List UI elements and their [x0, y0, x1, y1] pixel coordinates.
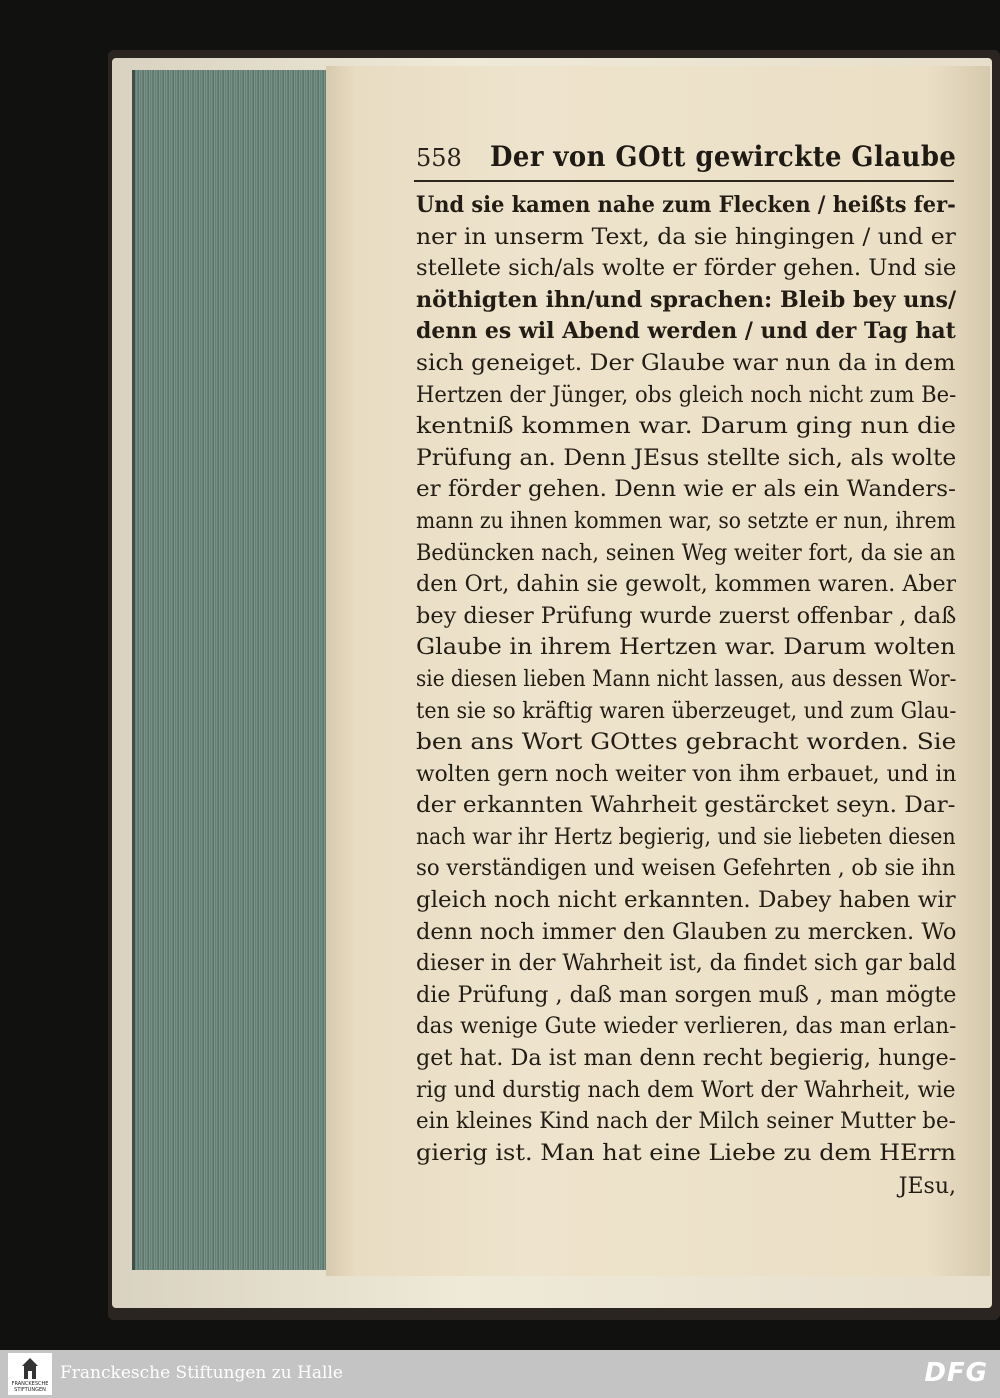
text-line: nöthigten ihn/und sprachen: Bleib bey uns/	[416, 286, 956, 313]
text-line: get hat. Da ist man denn recht begierig, hunge-	[416, 1046, 956, 1072]
text-block	[416, 190, 956, 1169]
text-line: ner in unserm Text, da sie hingingen / und er	[416, 224, 956, 250]
text-line: ben ans Wort GOttes gebracht worden. Sie	[416, 730, 956, 756]
text-line: die Prüfung , daß man sorgen muß , man mögte	[416, 982, 956, 1008]
page-number: 558	[416, 144, 462, 172]
text-line: denn noch immer den Glauben zu mercken. Wo	[416, 919, 956, 945]
text-line: ten sie so kräftig waren überzeuget, und zum Glau-	[416, 698, 956, 724]
text-line: Bedüncken nach, seinen Weg weiter fort, da sie an	[416, 540, 956, 566]
text-line: sich geneiget. Der Glaube war nun da in dem	[416, 350, 956, 376]
catchword: JEsu,	[898, 1174, 956, 1199]
dfg-logo[interactable]: DFG	[924, 1358, 988, 1388]
text-line: wolten gern noch weiter von ihm erbauet, und in	[416, 761, 956, 787]
text-line: kentniß kommen war. Darum ging nun die	[416, 414, 956, 440]
header-rule	[414, 180, 954, 182]
text-line: den Ort, dahin sie gewolt, kommen waren. Aber	[416, 572, 956, 598]
text-line: gleich noch nicht erkannten. Dabey haben wir	[416, 888, 956, 914]
text-line: so verständigen und weisen Gefehrten , ob sie ihn	[416, 856, 956, 882]
text-line: gierig ist. Man hat eine Liebe zu dem HErrn	[416, 1140, 956, 1166]
page-header	[416, 140, 956, 180]
building-icon	[22, 1357, 38, 1379]
footer-bar	[0, 1350, 1000, 1398]
book-page	[326, 66, 990, 1276]
text-line: Glaube in ihrem Hertzen war. Darum wolten	[416, 635, 956, 661]
institution-name: Franckesche Stiftungen zu Halle	[60, 1363, 343, 1383]
text-line: Prüfung an. Denn JEsus stellte sich, als wolte	[416, 445, 956, 471]
institution-logo[interactable]	[8, 1353, 52, 1395]
text-line: Hertzen der Jünger, obs gleich noch nicht zum Be-	[416, 382, 956, 408]
text-line: denn es wil Abend werden / und der Tag hat	[416, 318, 956, 345]
page-edges	[132, 70, 333, 1270]
text-line: dieser in der Wahrheit ist, da findet sich gar bald	[416, 951, 956, 977]
text-line: mann zu ihnen kommen war, so setzte er nun, ihrem	[416, 508, 956, 534]
logo-text: FRANCKESCHE STIFTUNGEN	[11, 1381, 49, 1393]
text-line: das wenige Gute wieder verlieren, das man erlan-	[416, 1014, 956, 1040]
text-line: der erkannten Wahrheit gestärcket seyn. Dar-	[416, 793, 956, 819]
text-line: er förder gehen. Denn wie er als ein Wanders-	[416, 477, 956, 503]
text-line: Und sie kamen nahe zum Flecken / heißts fer-	[416, 192, 956, 218]
text-line: rig und durstig nach dem Wort der Wahrheit, wie	[416, 1077, 956, 1103]
text-line: sie diesen lieben Mann nicht lassen, aus dessen Wor-	[416, 666, 956, 692]
text-line: bey dieser Prüfung wurde zuerst offenbar , daß	[416, 603, 956, 629]
text-line: nach war ihr Hertz begierig, und sie liebeten diesen	[416, 824, 956, 850]
text-line: ein kleines Kind nach der Milch seiner Mutter be-	[416, 1109, 956, 1135]
text-line: stellete sich/als wolte er förder gehen. Und sie	[416, 256, 956, 282]
running-title: Der von GOtt gewirckte Glaube	[490, 140, 957, 173]
